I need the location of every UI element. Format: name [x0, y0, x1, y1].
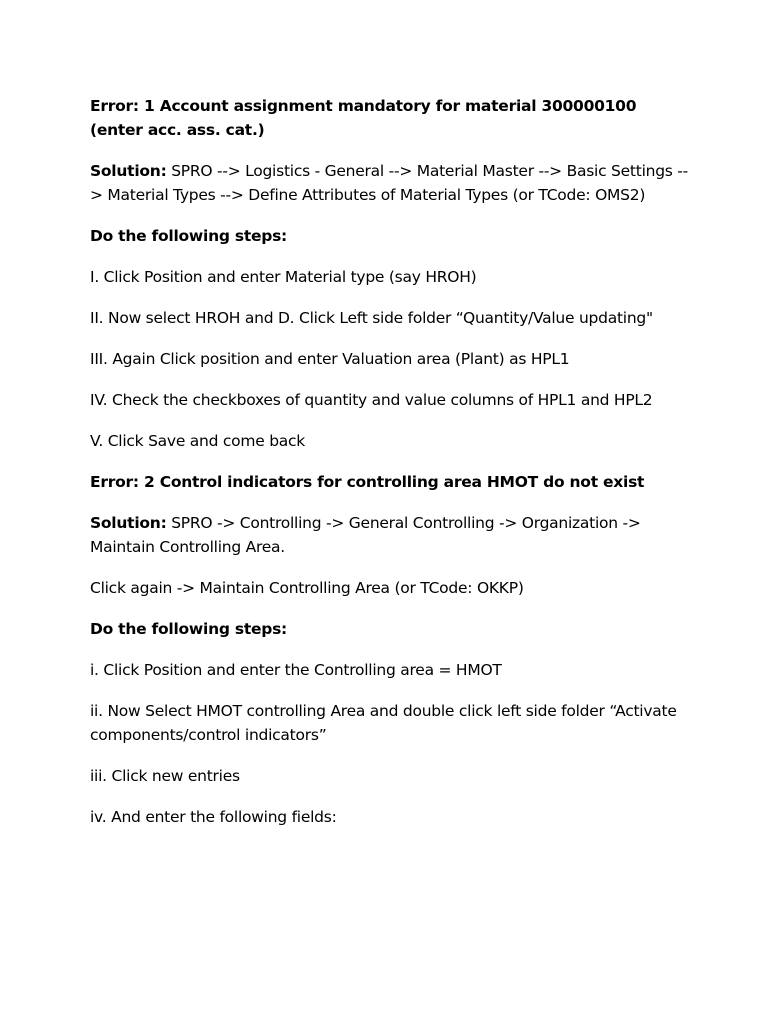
step-item: IV. Check the checkboxes of quantity and value columns of HPL1 and HPL2 — [90, 391, 653, 409]
steps-heading: Do the following steps: — [90, 227, 288, 245]
solution-label: Solution: — [90, 514, 167, 532]
solution-text: SPRO -> Controlling -> General Controlling -> Organization -> Maintain Controlling Area. — [90, 514, 641, 556]
solution-label: Solution: — [90, 162, 167, 180]
step-item: II. Now select HROH and D. Click Left side folder “Quantity/Value updating" — [90, 309, 653, 327]
step-item: iv. And enter the following fields: — [90, 808, 337, 826]
error-1-solution — [90, 159, 690, 207]
error-2-solution — [90, 511, 690, 559]
step-item: I. Click Position and enter Material type (say HROH) — [90, 268, 477, 286]
document-body — [90, 94, 690, 846]
error-2-title: Error: 2 Control indicators for controlling area HMOT do not exist — [90, 473, 645, 491]
solution-text: SPRO --> Logistics - General --> Material Master --> Basic Settings --> Material Types --> Define Attributes of Material Types (or TCode: OMS2) — [90, 162, 688, 204]
steps-heading: Do the following steps: — [90, 620, 288, 638]
step-item: III. Again Click position and enter Valuation area (Plant) as HPL1 — [90, 350, 570, 368]
step-item: i. Click Position and enter the Controlling area = HMOT — [90, 661, 502, 679]
error-1-title: Error: 1 Account assignment mandatory for material 300000100 (enter acc. ass. cat.) — [90, 97, 637, 139]
step-item: iii. Click new entries — [90, 767, 240, 785]
click-again-note: Click again -> Maintain Controlling Area (or TCode: OKKP) — [90, 579, 524, 597]
step-item: V. Click Save and come back — [90, 432, 306, 450]
step-item: ii. Now Select HMOT controlling Area and double click left side folder “Activate components/control indicators” — [90, 702, 677, 744]
